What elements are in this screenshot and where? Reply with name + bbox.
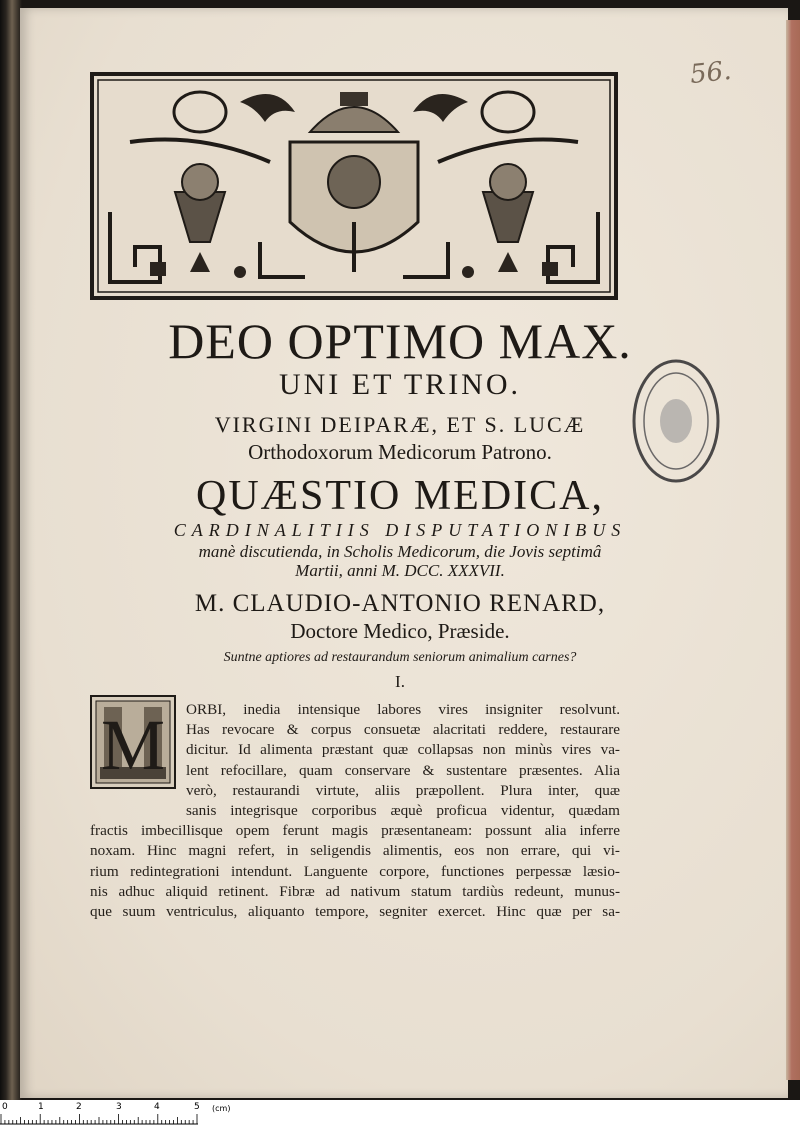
thesis-title: QUÆSTIO MEDICA, bbox=[196, 473, 604, 519]
ruler-ticks-icon bbox=[0, 1114, 200, 1134]
dedication-trinity: UNI ET TRINO. bbox=[278, 368, 522, 401]
scale-ruler bbox=[0, 1100, 800, 1134]
ruler-mark: 0 bbox=[2, 1102, 8, 1112]
dedication-title: DEO OPTIMO MAX. bbox=[168, 313, 632, 369]
dedication-virgin: VIRGINI DEIPARÆ, ET S. LUCÆ bbox=[214, 412, 586, 437]
body-line: ORBI, inedia intensique labores vires insigniter resolvunt. bbox=[186, 701, 620, 718]
body-line: rium redintegrationi intendunt. Languente corpore, functiones perpessæ læsio- bbox=[90, 862, 620, 880]
folio-number: 56. bbox=[688, 55, 733, 91]
praeses-title: Doctore Medico, Præside. bbox=[290, 619, 510, 643]
body-line: sanis integrisque corporibus æquè proficua videntur, quædam bbox=[186, 802, 620, 820]
ruler-mark: 5 bbox=[194, 1102, 200, 1112]
body-line: fractis imbecillisque opem ferunt magis præsentaneam: possunt alia inferre bbox=[90, 822, 620, 840]
date-line-1: manè discutienda, in Scholis Medicorum, die Jovis septimâ bbox=[198, 542, 602, 561]
body-line: verò, restaurandi virtute, aliis præpollent. Plura inter, quæ bbox=[186, 781, 620, 799]
ruler-unit: (cm) bbox=[212, 1104, 231, 1113]
body-line: lent refocillare, quam conservare & sustentare præsentes. Alia bbox=[186, 761, 620, 779]
date-line-2: Martii, anni M. DCC. XXXVII. bbox=[295, 561, 505, 580]
body-line: nis adhuc aliquid retinent. Fibræ ad nativum statum tardiùs redeunt, munus- bbox=[90, 882, 620, 900]
headpiece-ornament bbox=[90, 72, 618, 300]
ruler-mark: 3 bbox=[116, 1102, 122, 1112]
ruler-mark: 4 bbox=[154, 1102, 160, 1112]
body-line: Has revocare & corpus consuetæ alacritati reddere, restaurare bbox=[186, 721, 620, 739]
body-line: que suum ventriculus, aliquanto tempore, segniter exercet. Hinc quæ per sa- bbox=[90, 903, 620, 921]
body-line: noxam. Hinc magni refert, in seligendis alimentis, eos non errare, qui vi- bbox=[90, 842, 620, 860]
body-line: dicitur. Id alimenta præstant quæ collapsas non minùs vires va- bbox=[186, 741, 620, 759]
body-text bbox=[90, 700, 620, 922]
ruler-mark: 2 bbox=[76, 1102, 82, 1112]
drop-cap-letter: M bbox=[100, 705, 166, 785]
praeses-name: M. CLAUDIO-ANTONIO RENARD, bbox=[194, 590, 606, 617]
thesis-question: Suntne aptiores ad restaurandum seniorum animalium carnes? bbox=[223, 650, 577, 665]
section-number: I. bbox=[395, 672, 405, 691]
disputation-line: CARDINALITIIS DISPUTATIONIBUS bbox=[173, 520, 627, 540]
ruler-mark: 1 bbox=[38, 1102, 44, 1112]
dedication-patron: Orthodoxorum Medicorum Patrono. bbox=[248, 440, 552, 464]
